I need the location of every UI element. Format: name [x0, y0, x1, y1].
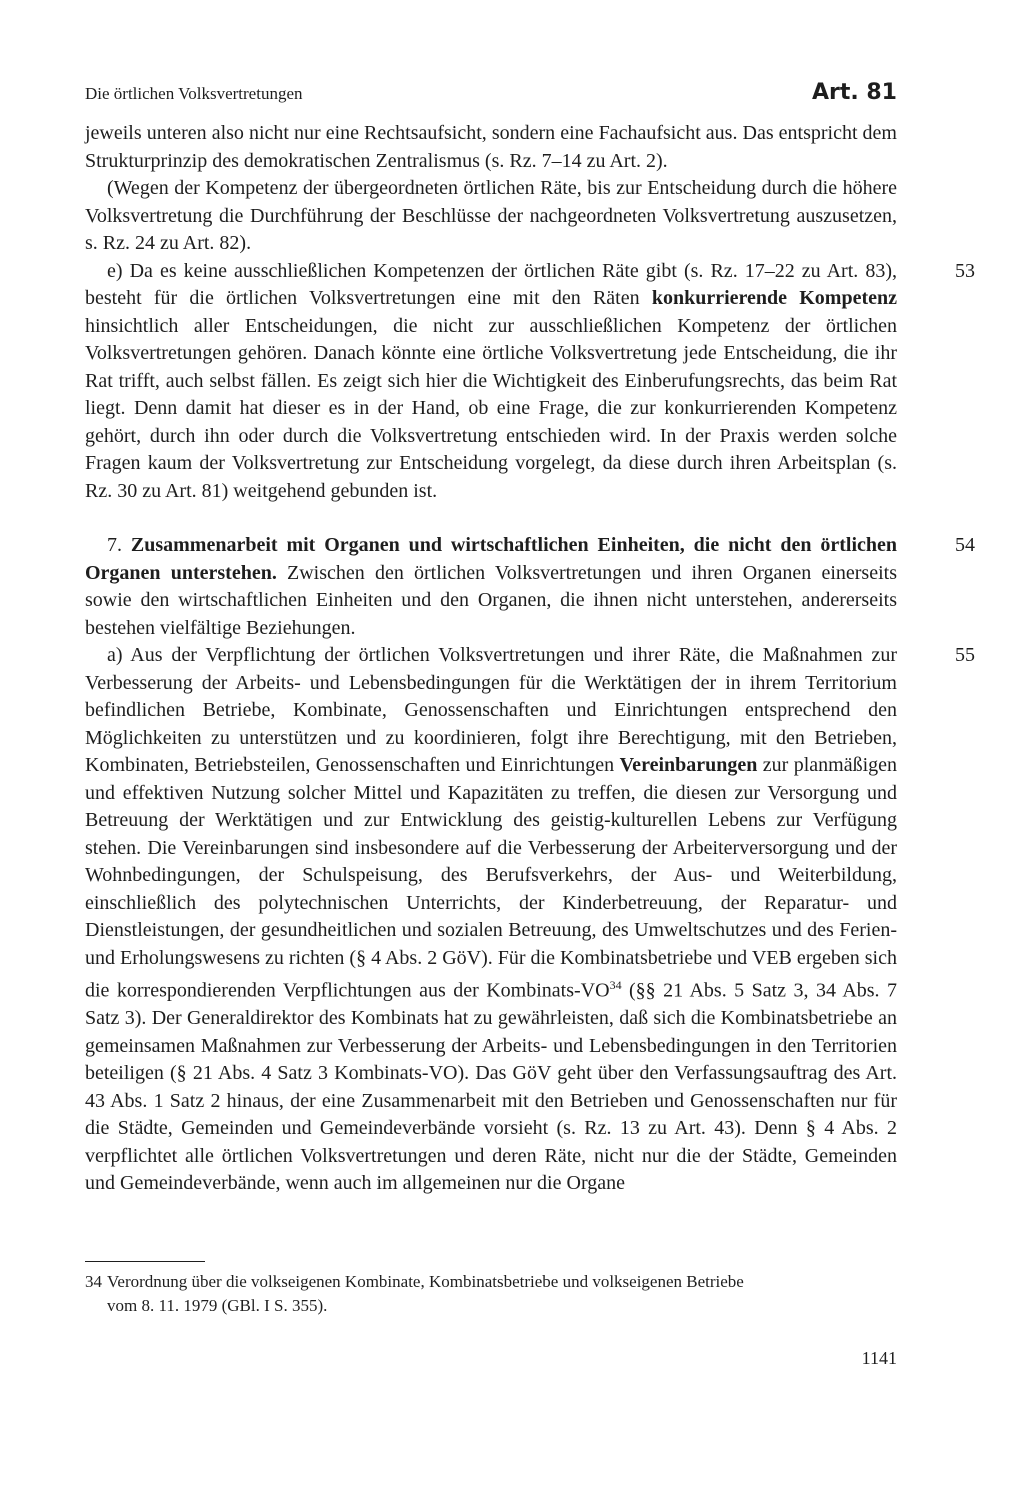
section-7-heading-paragraph: [85, 532, 975, 642]
footnote: [85, 1270, 897, 1318]
paragraph-5-text-a: a) Aus der Verpflichtung der örtlichen Volksvertretungen und ihrer Räte, die Maßnahmen zur Verbesserung der Arbeits- und Lebensbedingungen für die Werktätigen der in ihrem Territorium befindlichen Betriebe, Kombinate, Genossenschaften und Einrichtungen entsprechend den Möglichkeiten zu unterstützen und zu koordinieren, folgt ihre Berechtigung, mit den Betrieben, Kombinaten, Betriebsteilen, Genossenschaften und Einrichtungen: [85, 644, 897, 776]
paragraph-3-text-a: e) Da es keine ausschließlichen Kompetenzen der örtlichen Räte gibt (s. Rz. 17–22 zu Art. 83), besteht für die örtlichen Volksvertretungen eine mit den Räten: [85, 259, 897, 309]
paragraph-1: [85, 120, 897, 175]
section-intro-text: Zwischen den örtlichen Volksvertretungen und ihren Organen einerseits sowie den wirtschaftlichen Einheiten und den Organen, die ihnen nicht unterstehen, andererseits bestehen vielfältige Beziehungen.: [85, 561, 897, 639]
section-heading: Zusammenarbeit mit Organen und wirtschaftlichen Einheiten, die nicht den örtlichen Organen unterstehen.: [85, 534, 898, 584]
paragraph-1-text: jeweils unteren also nicht nur eine Rechtsaufsicht, sondern eine Fachaufsicht aus. Das entspricht dem Strukturprinzip des demokratischen Zentralismus (s. Rz. 7–14 zu Art. 2).: [85, 122, 897, 172]
paragraph-3: [85, 258, 975, 506]
footnote-text-line-2: vom 8. 11. 1979 (GBl. I S. 355).: [107, 1296, 328, 1315]
paragraph-3-text-b: hinsichtlich aller Entscheidungen, die nicht zur ausschließlichen Kompetenz der örtlichen Volksvertretungen gehören. Danach könnte eine örtliche Volksvertretung jede Entscheidung, die ihr Rat trifft, auch selbst fällen. Es zeigt sich hier die Wichtigkeit des Einberufungsrechts, das beim Rat liegt. Denn damit hat dieser es in der Hand, ob eine Frage, die zur konkurrierenden Kompetenz gehört, durch ihn oder durch die Volksvertretung entschieden wird. In der Praxis werden solche Fragen kaum der Volksvertretung zur Entscheidung vorgelegt, da diese durch ihren Arbeitsplan (s. Rz. 30 zu Art. 81) weitgehend gebunden ist.: [85, 314, 897, 502]
paragraph-2: [85, 175, 897, 258]
paragraph-2-text: (Wegen der Kompetenz der übergeordneten örtlichen Räte, bis zur Entscheidung durch die höhere Volksvertretung die Durchführung der Beschlüsse der nachgeordneten Volksvertretung auszusetzen, s. Rz. 24 zu Art. 82).: [85, 177, 897, 254]
article-label: Art. 81: [811, 80, 897, 105]
footnote-reference[interactable]: 34: [609, 978, 622, 992]
margin-number-55: 55: [955, 644, 975, 666]
paragraph-5: [85, 642, 975, 1198]
margin-number-53: 53: [955, 259, 975, 282]
paragraph-5-text-c: (§§ 21 Abs. 5 Satz 3, 34 Abs. 7 Satz 3). Der Generaldirektor des Kombinats hat zu gewährleisten, daß sich die Kombinatsbetriebe an gemeinsamen Maßnahmen zur Verbesserung der Arbeits- und Lebensbedingungen in den Territorien beteiligen (§ 21 Abs. 4 Satz 3 Kombinats-VO). Das GöV geht über den Verfassungsauftrag des Art. 43 Abs. 1 Satz 2 hinaus, der eine Zusammenarbeit mit den Betrieben und Genossenschaften nur für die Städte, Gemeinden und Gemeindeverbände vorsieht (s. Rz. 13 zu Art. 43). Denn § 4 Abs. 2 verpflichtet alle örtlichen Volksvertretungen und deren Räte, nicht nur die der Städte, Gemeinden und Gemeindeverbände, wenn auch im allgemeinen nur die Organe: [85, 979, 898, 1195]
page-header: [85, 80, 897, 114]
section-number: 7.: [107, 534, 131, 556]
footnote-divider: [85, 1261, 205, 1262]
body-text: [85, 120, 975, 1198]
paragraph-5-bold: Vereinbarungen: [619, 754, 758, 776]
page-number: 1141: [861, 1348, 897, 1368]
paragraph-5-text-b: zur planmäßigen und effektiven Nutzung solcher Mittel und Kapazitäten zu treffen, die diesen zur Versorgung und Betreuung der Werktätigen und zur Entwicklung des geistig-kulturellen Lebens zur Verfügung stehen. Die Vereinbarungen sind insbesondere auf die Verbesserung der Arbeiterversorgung und der Wohnbedingungen, der Schulspeisung, des Berufsverkehrs, der Aus- und Weiterbildung, einschließlich des polytechnischen Unterrichts, der Kinderbetreuung, der Reparatur- und Dienstleistungen, der gesundheitlichen und sozialen Betreuung, des Umweltschutzes und des Ferien- und Erholungswesens zu richten (§ 4 Abs. 2 GöV). Für die Kombinatsbetriebe und VEB ergeben sich die korrespondierenden Verpflichtungen aus der Kombinats-VO: [85, 754, 898, 1002]
running-head: Die örtlichen Volksvertretungen: [85, 84, 303, 103]
paragraph-3-bold: konkurrierende Kompetenz: [651, 287, 898, 309]
footnote-text-line-1: Verordnung über die volkseigenen Kombinate, Kombinatsbetriebe und volkseigenen Betriebe: [107, 1272, 744, 1291]
margin-number-54: 54: [955, 534, 975, 556]
footnote-number: 34: [85, 1272, 102, 1291]
